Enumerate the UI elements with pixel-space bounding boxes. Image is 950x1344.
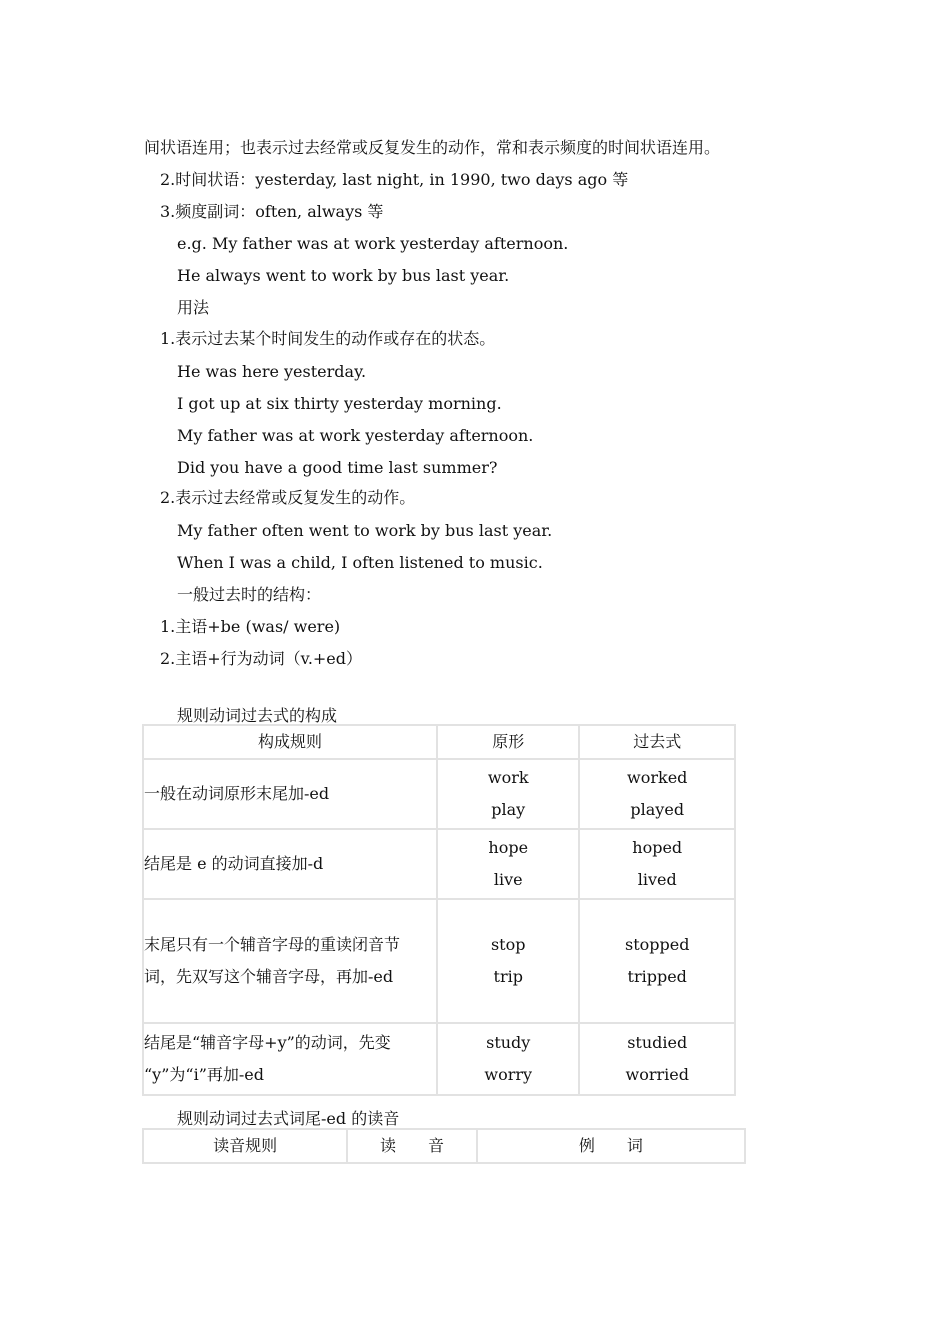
base-form: live (493, 870, 523, 889)
rule-line: “y”为“i”再加-ed (144, 1065, 264, 1084)
past-form-cell (579, 829, 735, 899)
base-form-cell (437, 759, 579, 829)
item-text: 表示过去经常或反复发生的动作。 (175, 488, 416, 507)
table-header-row (143, 1129, 745, 1163)
rule-line: 词，先双写这个辅音字母，再加-ed (144, 967, 394, 986)
base-form: stop (490, 935, 526, 954)
structure-item-2 (160, 649, 362, 669)
base-form: study (486, 1033, 531, 1052)
intro-line: 间状语连用；也表示过去经常或反复发生的动作，常和表示频度的时间状语连用。 (144, 138, 721, 157)
header-cell: 读 音 (347, 1129, 477, 1163)
base-form-cell (437, 829, 579, 899)
example-line: When I was a child, I often listened to music. (177, 553, 543, 572)
past-form: played (630, 800, 685, 819)
usage-item-1 (160, 329, 495, 349)
time-adverbials-item (160, 170, 628, 190)
rule-cell: 一般在动词原形末尾加-ed (143, 759, 437, 829)
base-form: work (487, 768, 529, 787)
usage-heading: 用法 (177, 298, 210, 317)
table1-caption: 规则动词过去式的构成 (177, 706, 338, 725)
base-form: hope (488, 838, 529, 857)
structure-heading: 一般过去时的结构： (177, 585, 322, 604)
past-form-cell (579, 759, 735, 829)
past-form: tripped (627, 967, 687, 986)
item-text: 频度副词：often, always 等 (175, 202, 384, 221)
example-line: My father often went to work by bus last year. (177, 521, 553, 540)
past-form: worked (627, 768, 688, 787)
freq-adverbs-item (160, 202, 383, 222)
usage-item-2 (160, 488, 415, 508)
rule-line: 结尾是“辅音字母+y”的动词，先变 (144, 1033, 391, 1052)
header-cell: 例 词 (477, 1129, 745, 1163)
item-number: 2. (160, 488, 176, 507)
past-tense-formation-table (142, 724, 736, 1096)
example-line: My father was at work yesterday afternoon. (177, 426, 534, 445)
item-number: 2. (160, 649, 176, 668)
base-form: worry (484, 1065, 533, 1084)
rule-cell (143, 1023, 437, 1095)
base-form: trip (493, 967, 523, 986)
table-row (143, 829, 735, 899)
table-row (143, 899, 735, 1023)
item-number: 2. (160, 170, 176, 189)
header-cell: 读音规则 (143, 1129, 347, 1163)
item-text: 主语+行为动词（v.+ed） (175, 649, 363, 668)
example-line: I got up at six thirty yesterday morning. (177, 394, 502, 413)
base-form-cell (437, 899, 579, 1023)
rule-line: 末尾只有一个辅音字母的重读闭音节 (144, 935, 401, 954)
header-cell: 过去式 (579, 725, 735, 759)
item-number: 1. (160, 329, 176, 348)
past-form: lived (637, 870, 677, 889)
table-row (143, 759, 735, 829)
example-line: He always went to work by bus last year. (177, 266, 510, 285)
past-form-cell (579, 1023, 735, 1095)
rule-cell (143, 899, 437, 1023)
base-form-cell (437, 1023, 579, 1095)
past-form: studied (627, 1033, 688, 1052)
rule-cell: 结尾是 e 的动词直接加-d (143, 829, 437, 899)
item-text: 主语+be (was/ were) (175, 617, 341, 636)
item-text: 时间状语：yesterday, last night, in 1990, two days ago 等 (175, 170, 629, 189)
past-form-cell (579, 899, 735, 1023)
item-number: 1. (160, 617, 176, 636)
past-form: worried (625, 1065, 689, 1084)
table2-caption: 规则动词过去式词尾-ed 的读音 (177, 1109, 400, 1128)
table-row (143, 1023, 735, 1095)
example-line: He was here yesterday. (177, 362, 367, 381)
item-text: 表示过去某个时间发生的动作或存在的状态。 (175, 329, 496, 348)
header-cell: 原形 (437, 725, 579, 759)
past-form: hoped (632, 838, 683, 857)
structure-item-1 (160, 617, 340, 637)
example-line: e.g. My father was at work yesterday afternoon. (177, 234, 569, 253)
table-header-row (143, 725, 735, 759)
header-cell: 构成规则 (143, 725, 437, 759)
example-line: Did you have a good time last summer? (177, 458, 498, 477)
ed-pronunciation-table (142, 1128, 746, 1164)
base-form: play (491, 800, 526, 819)
past-form: stopped (625, 935, 690, 954)
item-number: 3. (160, 202, 176, 221)
